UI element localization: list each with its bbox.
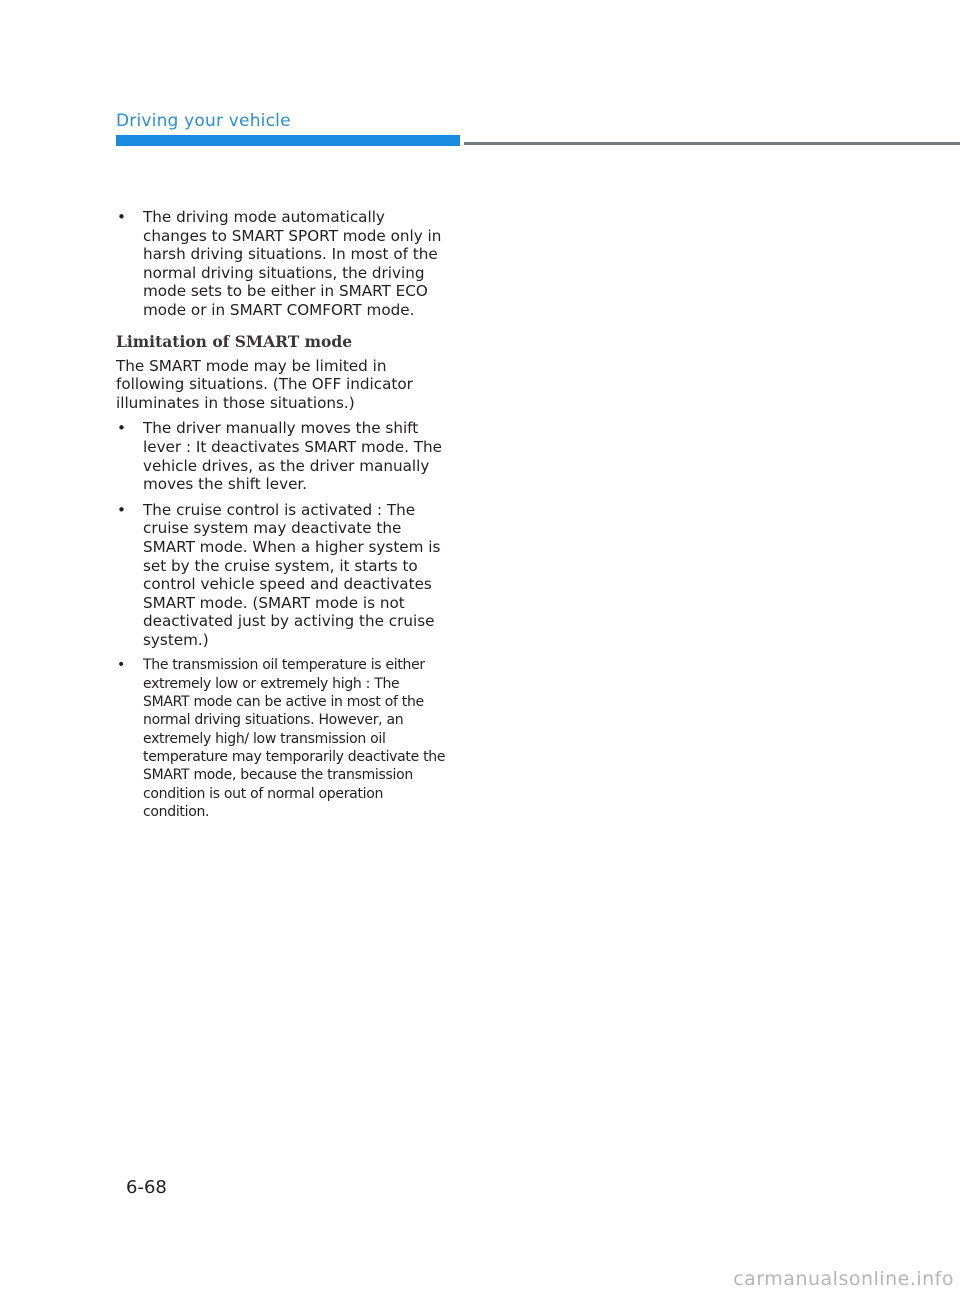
bullet-icon: •	[117, 419, 126, 438]
list-item	[116, 656, 448, 821]
bullet-icon: •	[117, 657, 125, 674]
watermark: carmanualsonline.info	[733, 1268, 954, 1290]
list-item-text: The cruise control is activated : The cruise system may deactivate the SMART mode. When a higher system is set by the cruise system, it starts to control vehicle speed and deactivates SMART mode. (SMART mode is not deactivated just by activing the cruise system.)	[143, 500, 441, 649]
list-item-text: The transmission oil temperature is either extremely low or extremely high : The SMART mode can be active in most of the normal driving situations. However, an extremely high/ low transmission oil temperature may temporarily deactivate the SMART mode, because the transmission condition is out of normal operation condition.	[143, 657, 446, 820]
intro-bullet-list	[116, 208, 448, 320]
header-rule-blue	[116, 135, 460, 146]
list-item	[116, 419, 448, 493]
limitation-bullet-list	[116, 419, 448, 821]
header-title: Driving your vehicle	[116, 111, 291, 131]
section-heading: Limitation of SMART mode	[116, 331, 353, 351]
list-item-text: The driver manually moves the shift lever : It deactivates SMART mode. The vehicle drives, as the driver manually moves the shift lever.	[143, 419, 442, 494]
page-number: 6-68	[126, 1177, 167, 1198]
list-item-text: The driving mode automatically changes to SMART SPORT mode only in harsh driving situations. In most of the normal driving situations, the driving mode sets to be either in SMART ECO mode or in SMART COMFORT mode.	[143, 208, 442, 319]
header-rule-gray	[464, 142, 960, 145]
list-item	[116, 208, 448, 320]
section-paragraph: The SMART mode may be limited in following situations. (The OFF indicator illuminates in those situations.)	[116, 356, 413, 412]
bullet-icon: •	[117, 208, 126, 226]
content-column	[116, 208, 448, 828]
list-item	[116, 501, 448, 650]
bullet-icon: •	[117, 500, 126, 519]
